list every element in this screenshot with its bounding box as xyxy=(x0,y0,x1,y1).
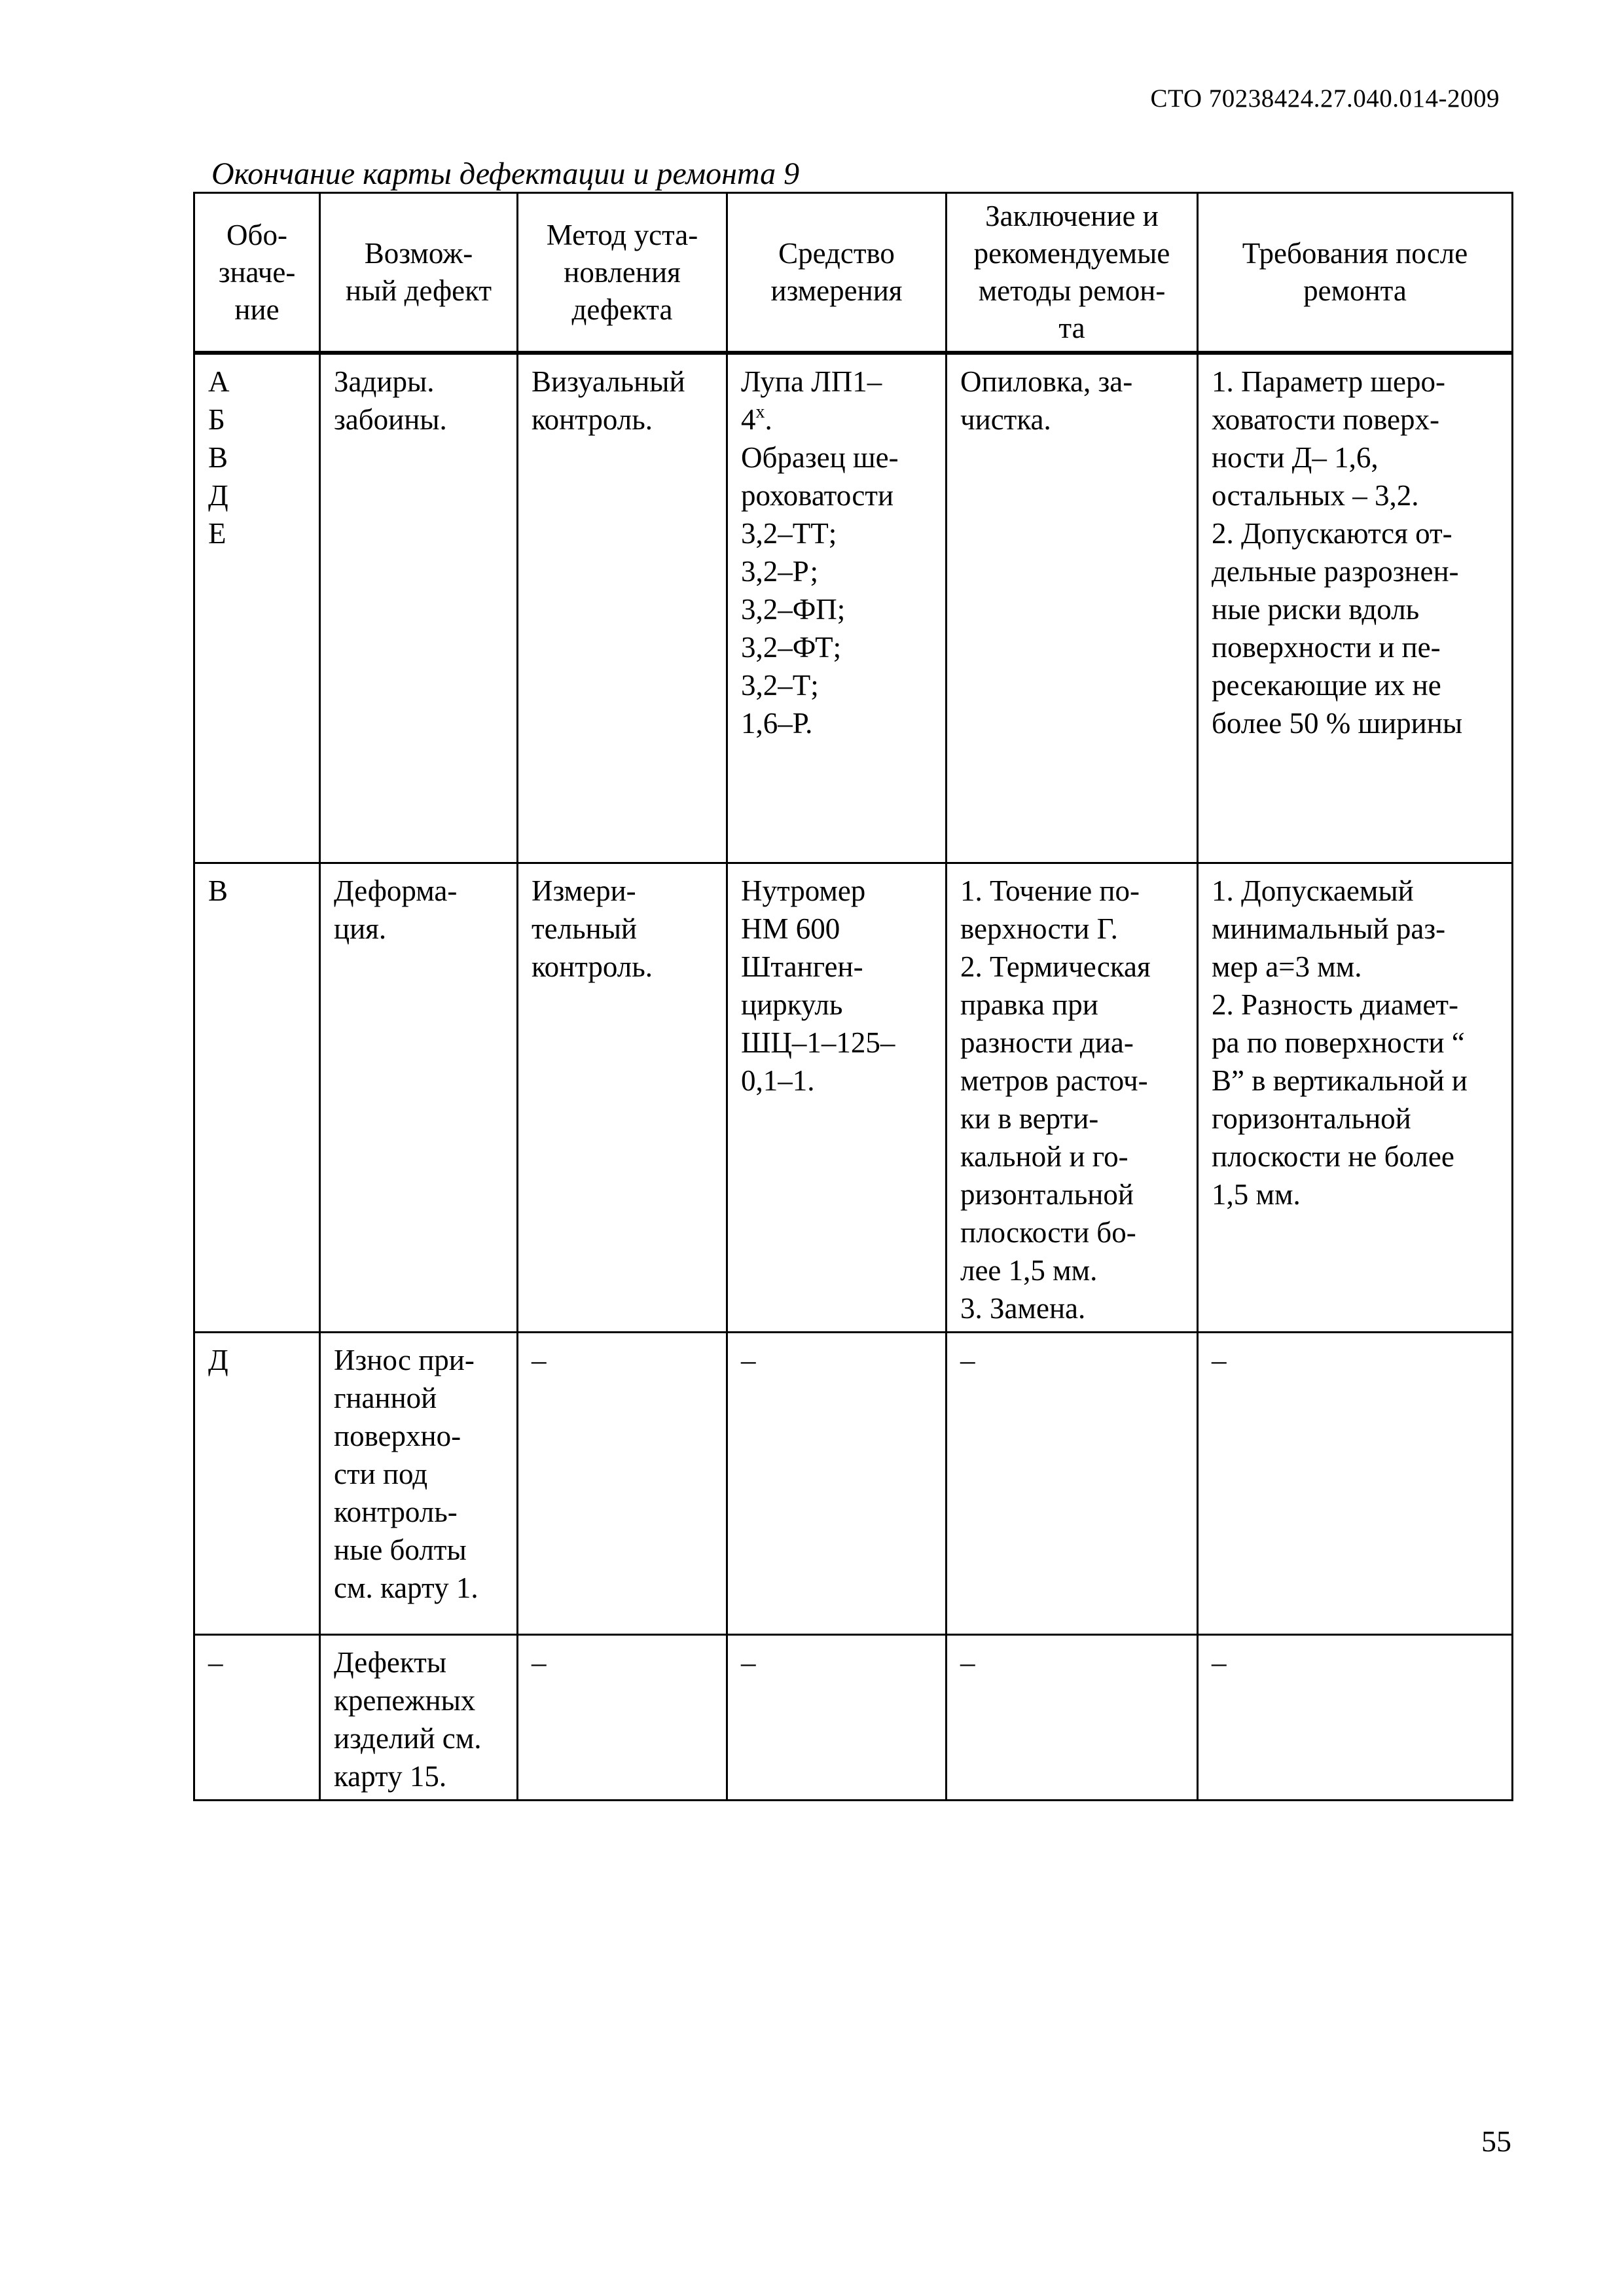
table-header-row xyxy=(194,193,1513,352)
cell-conclusion: Опиловка, за- чистка. xyxy=(947,354,1198,863)
cell-tool: – xyxy=(727,1635,947,1801)
cell-designation: В xyxy=(194,863,320,1333)
cell-defect: Деформа- ция. xyxy=(320,863,518,1333)
cell-designation: – xyxy=(194,1635,320,1801)
cell-conclusion: – xyxy=(947,1635,1198,1801)
document-code: СТО 70238424.27.040.014-2009 xyxy=(1150,84,1500,113)
cell-tool: Нутромер НМ 600 Штанген- циркуль ШЦ–1–125– 0,1–1. xyxy=(727,863,947,1333)
page-number: 55 xyxy=(1481,2125,1511,2158)
table-row xyxy=(194,1333,1513,1635)
cell-method: Измери- тельный контроль. xyxy=(518,863,727,1333)
cell-tool: – xyxy=(727,1333,947,1635)
cell-requirements: 1. Параметр шеро- ховатости поверх- ности Д– 1,6, остальных – 3,2. 2. Допускаются от- дельные разрознен- ные риски вдоль поверхности и пе- ресекающие их не более 50 % ширины xyxy=(1198,354,1513,863)
cell-conclusion: 1. Точение по- верхности Г. 2. Термическая правка при разности диа- метров расточ- ки в верти- кальной и го- ризонтальной плоскости бо- лее 1,5 мм. 3. Замена. xyxy=(947,863,1198,1333)
cell-designation: Д xyxy=(194,1333,320,1635)
cell-method: Визуальный контроль. xyxy=(518,354,727,863)
cell-defect: Износ при- гнанной поверхно- сти под контроль- ные болты см. карту 1. xyxy=(320,1333,518,1635)
cell-requirements: – xyxy=(1198,1635,1513,1801)
header-conclusion: Заключение и рекомендуемые методы ремон- та xyxy=(947,193,1198,352)
cell-designation: А Б В Д Е xyxy=(194,354,320,863)
table-row xyxy=(194,354,1513,863)
cell-requirements: 1. Допускаемый минимальный раз- мер а=3 мм. 2. Разность диамет- ра по поверхности “ В” в вертикальной и горизонтальной плоскости не более 1,5 мм. xyxy=(1198,863,1513,1333)
table-caption: Окончание карты дефектации и ремонта 9 xyxy=(211,156,800,191)
cell-method: – xyxy=(518,1635,727,1801)
cell-method: – xyxy=(518,1333,727,1635)
cell-conclusion: – xyxy=(947,1333,1198,1635)
header-method: Метод уста- новления дефекта xyxy=(518,193,727,352)
header-requirements: Требования после ремонта xyxy=(1198,193,1513,352)
tool-magnification: $4^х$. xyxy=(741,402,772,436)
cell-tool: Лупа ЛП1– $4^х$. Образец ше- роховатости 3,2–ТТ; 3,2–Р; 3,2–ФП; 3,2–ФТ; 3,2–Т; 1,6–Р. xyxy=(727,354,947,863)
header-designation: Обо- значе- ние xyxy=(194,193,320,352)
cell-defect: Дефекты крепежных изделий см. карту 15. xyxy=(320,1635,518,1801)
header-tool: Средство измерения xyxy=(727,193,947,352)
header-defect: Возмож- ный дефект xyxy=(320,193,518,352)
table-row xyxy=(194,863,1513,1333)
cell-defect: Задиры. забоины. xyxy=(320,354,518,863)
defect-repair-table xyxy=(193,192,1513,1801)
table-row xyxy=(194,1635,1513,1801)
cell-requirements: – xyxy=(1198,1333,1513,1635)
